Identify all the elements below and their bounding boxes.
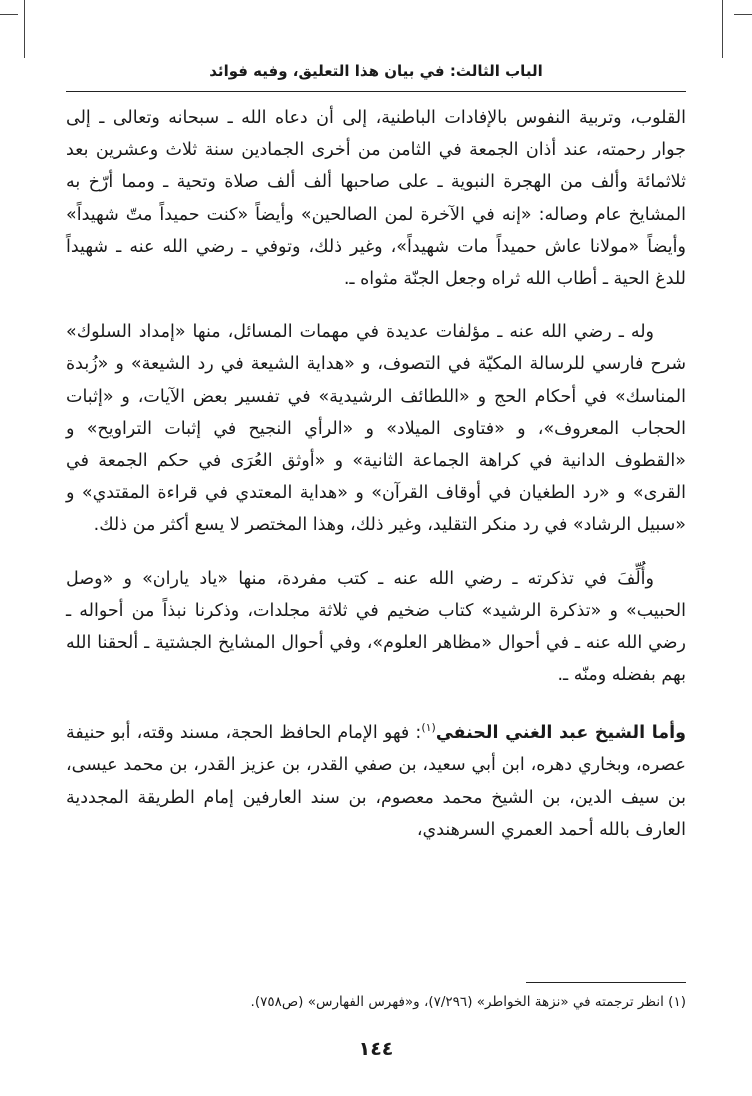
paragraph-4	[66, 712, 686, 846]
paragraph-1: القلوب، وتربية النفوس بالإفادات الباطنية، إلى أن دعاه الله ـ سبحانه وتعالى ـ إلى جوار رحمته، عند أذان الجمعة في الثامن من أخرى الجمادين سنة ثلاث وعشرين بعد ثلاثمائة وألف من الهجرة النبوية ـ على صاحبها ألف ألف صلاة وتحية ـ ومما أرّخ به المشايخ عام وصاله: «إنه في الآخرة لمن الصالحين» وأيضاً «كنت حميداً متّ شهيداً» وأيضاً «مولانا عاش حميداً مات شهيداً»، وغير ذلك، وتوفي ـ رضي الله عنه ـ شهيداً للدغ الحية ـ أطاب الله ثراه وجعل الجنّة مثواه ـ.	[66, 108, 686, 290]
crop-mark-left-horizontal	[0, 14, 18, 15]
paragraph-3: وأُلِّفَ في تذكرته ـ رضي الله عنه ـ كتب مفردة، منها «ياد ياران» و «وصل الحبيب» و «تذكرة الرشيد» كتاب ضخيم في ثلاثة مجلدات، وذكرنا نبذاً من أحواله ـ رضي الله عنه ـ في أحوال «مظاهر العلوم»، وفي أحوال المشايخ الجشتية ـ ألحقنا الله بهم بفضله ومنّه ـ.	[66, 568, 686, 686]
header-divider	[66, 91, 686, 92]
page-body	[66, 102, 686, 867]
footnote-divider	[526, 982, 686, 983]
footnote-1: (١) انظر ترجمته في «نزهة الخواطر» (٧/٢٩٦)، و«فهرس الفهارس» (ص٧٥٨).	[250, 994, 686, 1010]
crop-mark-left	[24, 0, 25, 58]
crop-mark-right	[722, 0, 723, 58]
footnote-reference[interactable]: (١)	[421, 721, 436, 735]
page-number: ١٤٤	[358, 1038, 394, 1060]
paragraph-4-lead: وأما الشيخ عبد الغني الحنفي	[435, 723, 686, 744]
running-header: الباب الثالث: في بيان هذا التعليق، وفيه فوائد	[209, 62, 543, 80]
crop-mark-right-horizontal	[734, 14, 752, 15]
paragraph-2: وله ـ رضي الله عنه ـ مؤلفات عديدة في مهمات المسائل، منها «إمداد السلوك» شرح فارسي للرسالة المكيّة في التصوف، و «هداية الشيعة في رد الشيعة» و «زُبدة المناسك» في أحكام الحج و «اللطائف الرشيدية» في تفسير بعض الآيات، و «إثبات الحجاب المعروف»، و «فتاوى الميلاد» و «الرأي النجيح في إثبات التراويح» و «القطوف الدانية في كراهة الجماعة الثانية» و «أوثق العُرَى في حكم الجمعة في القرى» و «رد الطغيان في أوقاف القرآن» و «هداية المعتدي في قراءة المقتدي» و «سبيل الرشاد» في رد منكر التقليد، وغير ذلك، وهذا المختصر لا يسع أكثر من ذلك.	[66, 322, 686, 536]
paragraph-4-text: : فهو الإمام الحافظ الحجة، مسند وقته، أبو حنيفة عصره، وبخاري دهره، ابن أبي سعيد، بن صفي القدر، بن عزيز القدر، بن محمد عيسى، بن سيف الدين، بن الشيخ محمد معصوم، بن سند العارفين إمام الطريقة المجددية العارف بالله أحمد العمري السرهندي،	[66, 723, 686, 840]
